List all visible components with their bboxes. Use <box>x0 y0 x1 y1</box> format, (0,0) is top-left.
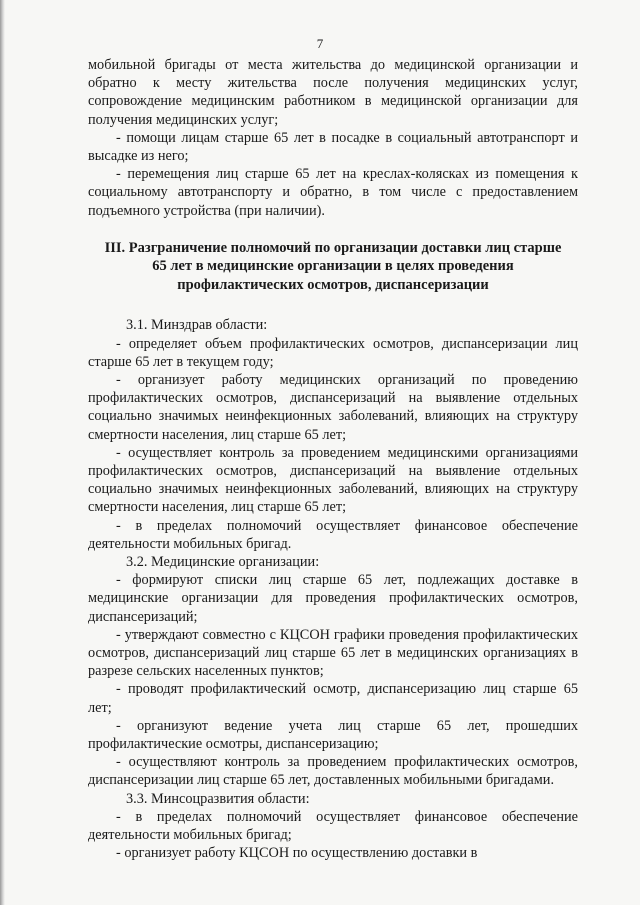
section-3-1-item: - организует работу медицинских организаций по проведению профилактических осмотров, диспансеризаций на выявление отдельных социально значимых неинфекционных заболеваний, влияющих на структуру смертности населения, лиц старше 65 лет; <box>88 371 578 443</box>
section-3-1-title: 3.1. Минздрав области: <box>126 317 268 334</box>
section-heading: III. Разграничение полномочий по организации доставки лиц старше 65 лет в медицинские организации в целях проведения профилактических осмотров, диспансеризации <box>104 239 562 293</box>
scan-edge-shadow <box>0 0 5 905</box>
page-number: 7 <box>316 36 324 51</box>
intro-paragraph: мобильной бригады от места жительства до медицинской организации и обратно к месту жительства после получения медицинских услуг, сопровождение медицинским работником в медицинской организации для получения медицинских услуг; <box>88 57 578 128</box>
section-3-1-item: - в пределах полномочий осуществляет финансовое обеспечение деятельности мобильных бригад. <box>88 517 578 552</box>
section-3-3-item: - организует работу КЦСОН по осуществлению доставки в <box>116 845 478 862</box>
section-3-2-title: 3.2. Медицинские организации: <box>126 553 320 570</box>
section-3-2-item: - осуществляют контроль за проведением профилактических осмотров, диспансеризации лиц старше 65 лет, доставленных мобильными бригадами. <box>88 754 578 789</box>
section-3-1-item: - осуществляет контроль за проведением медицинскими организациями профилактических осмотров, диспансеризаций на выявление отдельных социально значимых неинфекционных заболеваний, влияющих на структуру смертности населения, лиц старше 65 лет; <box>88 444 578 516</box>
intro-paragraph: - помощи лицам старше 65 лет в посадке в социальный автотранспорт и высадке из него; <box>88 129 578 165</box>
section-3-3-title: 3.3. Минсоцразвития области: <box>126 790 310 807</box>
section-3-1-item: - определяет объем профилактических осмотров, диспансеризации лиц старше 65 лет в текущем году; <box>88 335 578 370</box>
section-3-2-item: - организуют ведение учета лиц старше 65 лет, прошедших профилактические осмотры, диспансеризацию; <box>88 717 578 752</box>
section-3-2-item: - проводят профилактический осмотр, диспансеризацию лиц старше 65 лет; <box>88 681 578 716</box>
document-body <box>88 56 578 862</box>
section-3-2-item: - утверждают совместно с КЦСОН графики проведения профилактических осмотров, диспансеризаций лиц старше 65 лет в медицинских организациях в разрезе сельских населенных пунктов; <box>88 626 578 680</box>
section-3-3-item: - в пределах полномочий осуществляет финансовое обеспечение деятельности мобильных бригад; <box>88 808 578 844</box>
section-3-2-item: - формируют списки лиц старше 65 лет, подлежащих доставке в медицинские организации для проведения профилактических осмотров, диспансеризаций; <box>88 572 578 625</box>
intro-paragraph: - перемещения лиц старше 65 лет на креслах-колясках из помещения к социальному автотранспорту и обратно, в том числе с предоставлением подъемного устройства (при наличии). <box>88 166 578 219</box>
